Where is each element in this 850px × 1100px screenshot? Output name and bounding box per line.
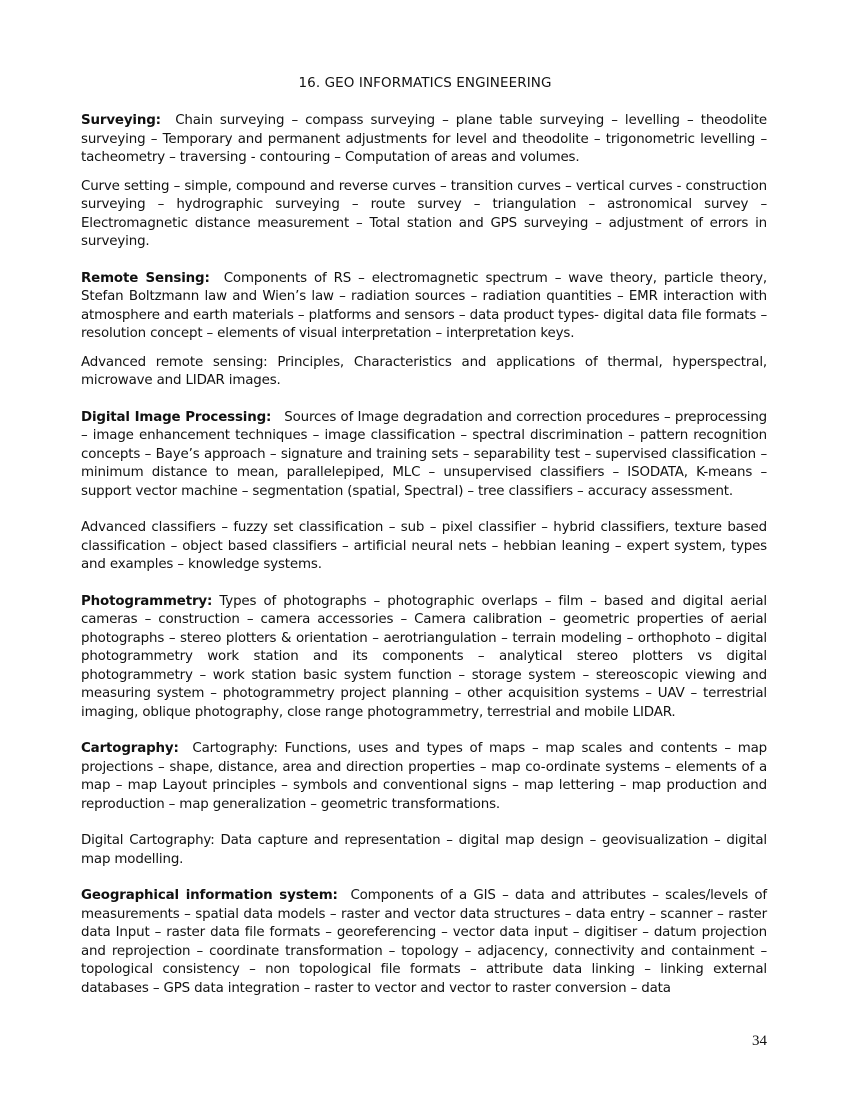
section-gis-paragraph-1 <box>81 887 767 998</box>
paragraph-text: Components of a GIS – data and attributes – scales/levels of measurements – spatial data models – raster and vector data structures – data entry – scanner – raster data Input – raster data file formats – georeferencing – vector data input – digitiser – datum projection and reprojection – coordinate transformation – topology – adjacency, connectivity and containment – topological consistency – non topological file formats – attribute data linking – linking external databases – GPS data integration – raster to vector and vector to raster conversion – data <box>81 888 767 996</box>
paragraph-text: Types of photographs – photographic overlaps – film – based and digital aerial cameras – construction – camera accessories – Camera calibration – geometric properties of aerial photographs – stereo plotters & orientation – aerotriangulation – terrain modeling – orthophoto – digital photogrammetry work station and its components – analytical stereo plotters vs digital photogrammetry – work station basic system function – storage system – stereoscopic viewing and measuring system – photogrammetry project planning – other acquisition systems – UAV – terrestrial imaging, oblique photography, close range photogrammetry, terrestrial and mobile LIDAR. <box>81 593 767 720</box>
section-heading-gis: Geographical information system: <box>81 888 338 903</box>
page-number: 34 <box>752 1033 767 1049</box>
section-digital-image-processing-paragraph-1 <box>81 409 767 502</box>
paragraph-text: Chain surveying – compass surveying – plane table surveying – levelling – theodolite surveying – Temporary and permanent adjustments for level and theodolite – trigonometric levelling – tacheometry – traversing - contouring – Computation of areas and volumes. <box>81 113 768 165</box>
paragraph-text: Cartography: Functions, uses and types of maps – map scales and contents – map projections – shape, distance, area and direction properties – map co-ordinate systems – elements of a map – map Layout principles – symbols and conventional signs – map lettering – map production and reproduction – map generalization – geometric transformations. <box>81 741 767 812</box>
section-heading-digital-image-processing: Digital Image Processing: <box>81 409 272 425</box>
paragraph-text: Advanced remote sensing: Principles, Characteristics and applications of thermal, hyperspectral, microwave and LIDAR images. <box>81 354 767 388</box>
page-title: 16. GEO INFORMATICS ENGINEERING <box>298 75 552 91</box>
section-cartography-paragraph-1 <box>81 740 767 814</box>
section-heading-photogrammetry: Photogrammetry: <box>81 593 213 609</box>
section-photogrammetry-paragraph-1 <box>81 593 767 723</box>
paragraph-text: Advanced classifiers – fuzzy set classification – sub – pixel classifier – hybrid classifiers, texture based classification – object based classifiers – artificial neural nets – hebbian leaning – expert system, types and examples – knowledge systems. <box>81 520 767 572</box>
section-cartography-paragraph-2 <box>81 832 767 869</box>
section-remote-sensing-paragraph-2 <box>81 354 767 391</box>
section-heading-surveying: Surveying: <box>81 113 161 128</box>
section-remote-sensing-paragraph-1 <box>81 270 767 344</box>
paragraph-text: Curve setting – simple, compound and reverse curves – transition curves – vertical curves - construction surveying – hydrographic surveying – route survey – triangulation – astronomical survey – Electromagnetic distance measurement – Total station and GPS surveying – adjustment of errors in surveying. <box>81 178 767 249</box>
paragraph-text: Components of RS – electromagnetic spectrum – wave theory, particle theory, Stefan Boltzmann law and Wien’s law – radiation sources – radiation quantities – EMR interaction with atmosphere and earth materials – platforms and sensors – data product types- digital data file formats – resolution concept – elements of visual interpretation – interpretation keys. <box>81 270 767 341</box>
section-heading-remote-sensing: Remote Sensing: <box>81 270 210 286</box>
section-surveying-paragraph-2 <box>81 178 767 252</box>
paragraph-text: Sources of Image degradation and correction procedures – preprocessing – image enhancement techniques – image classification – spectral discrimination – pattern recognition concepts – Baye’s approach – signature and training sets – separability test – supervised classification – minimum distance to mean, parallelepiped, MLC – unsupervised classifiers – ISODATA, K-means – support vector machine – segmentation (spatial, Spectral) – tree classifiers – accuracy assessment. <box>81 409 768 499</box>
section-digital-image-processing-paragraph-2 <box>81 519 767 575</box>
document-body <box>81 112 767 998</box>
section-heading-cartography: Cartography: <box>81 741 179 756</box>
paragraph-text: Digital Cartography: Data capture and representation – digital map design – geovisualization – digital map modelling. <box>81 833 767 867</box>
section-surveying-paragraph-1 <box>81 112 767 168</box>
